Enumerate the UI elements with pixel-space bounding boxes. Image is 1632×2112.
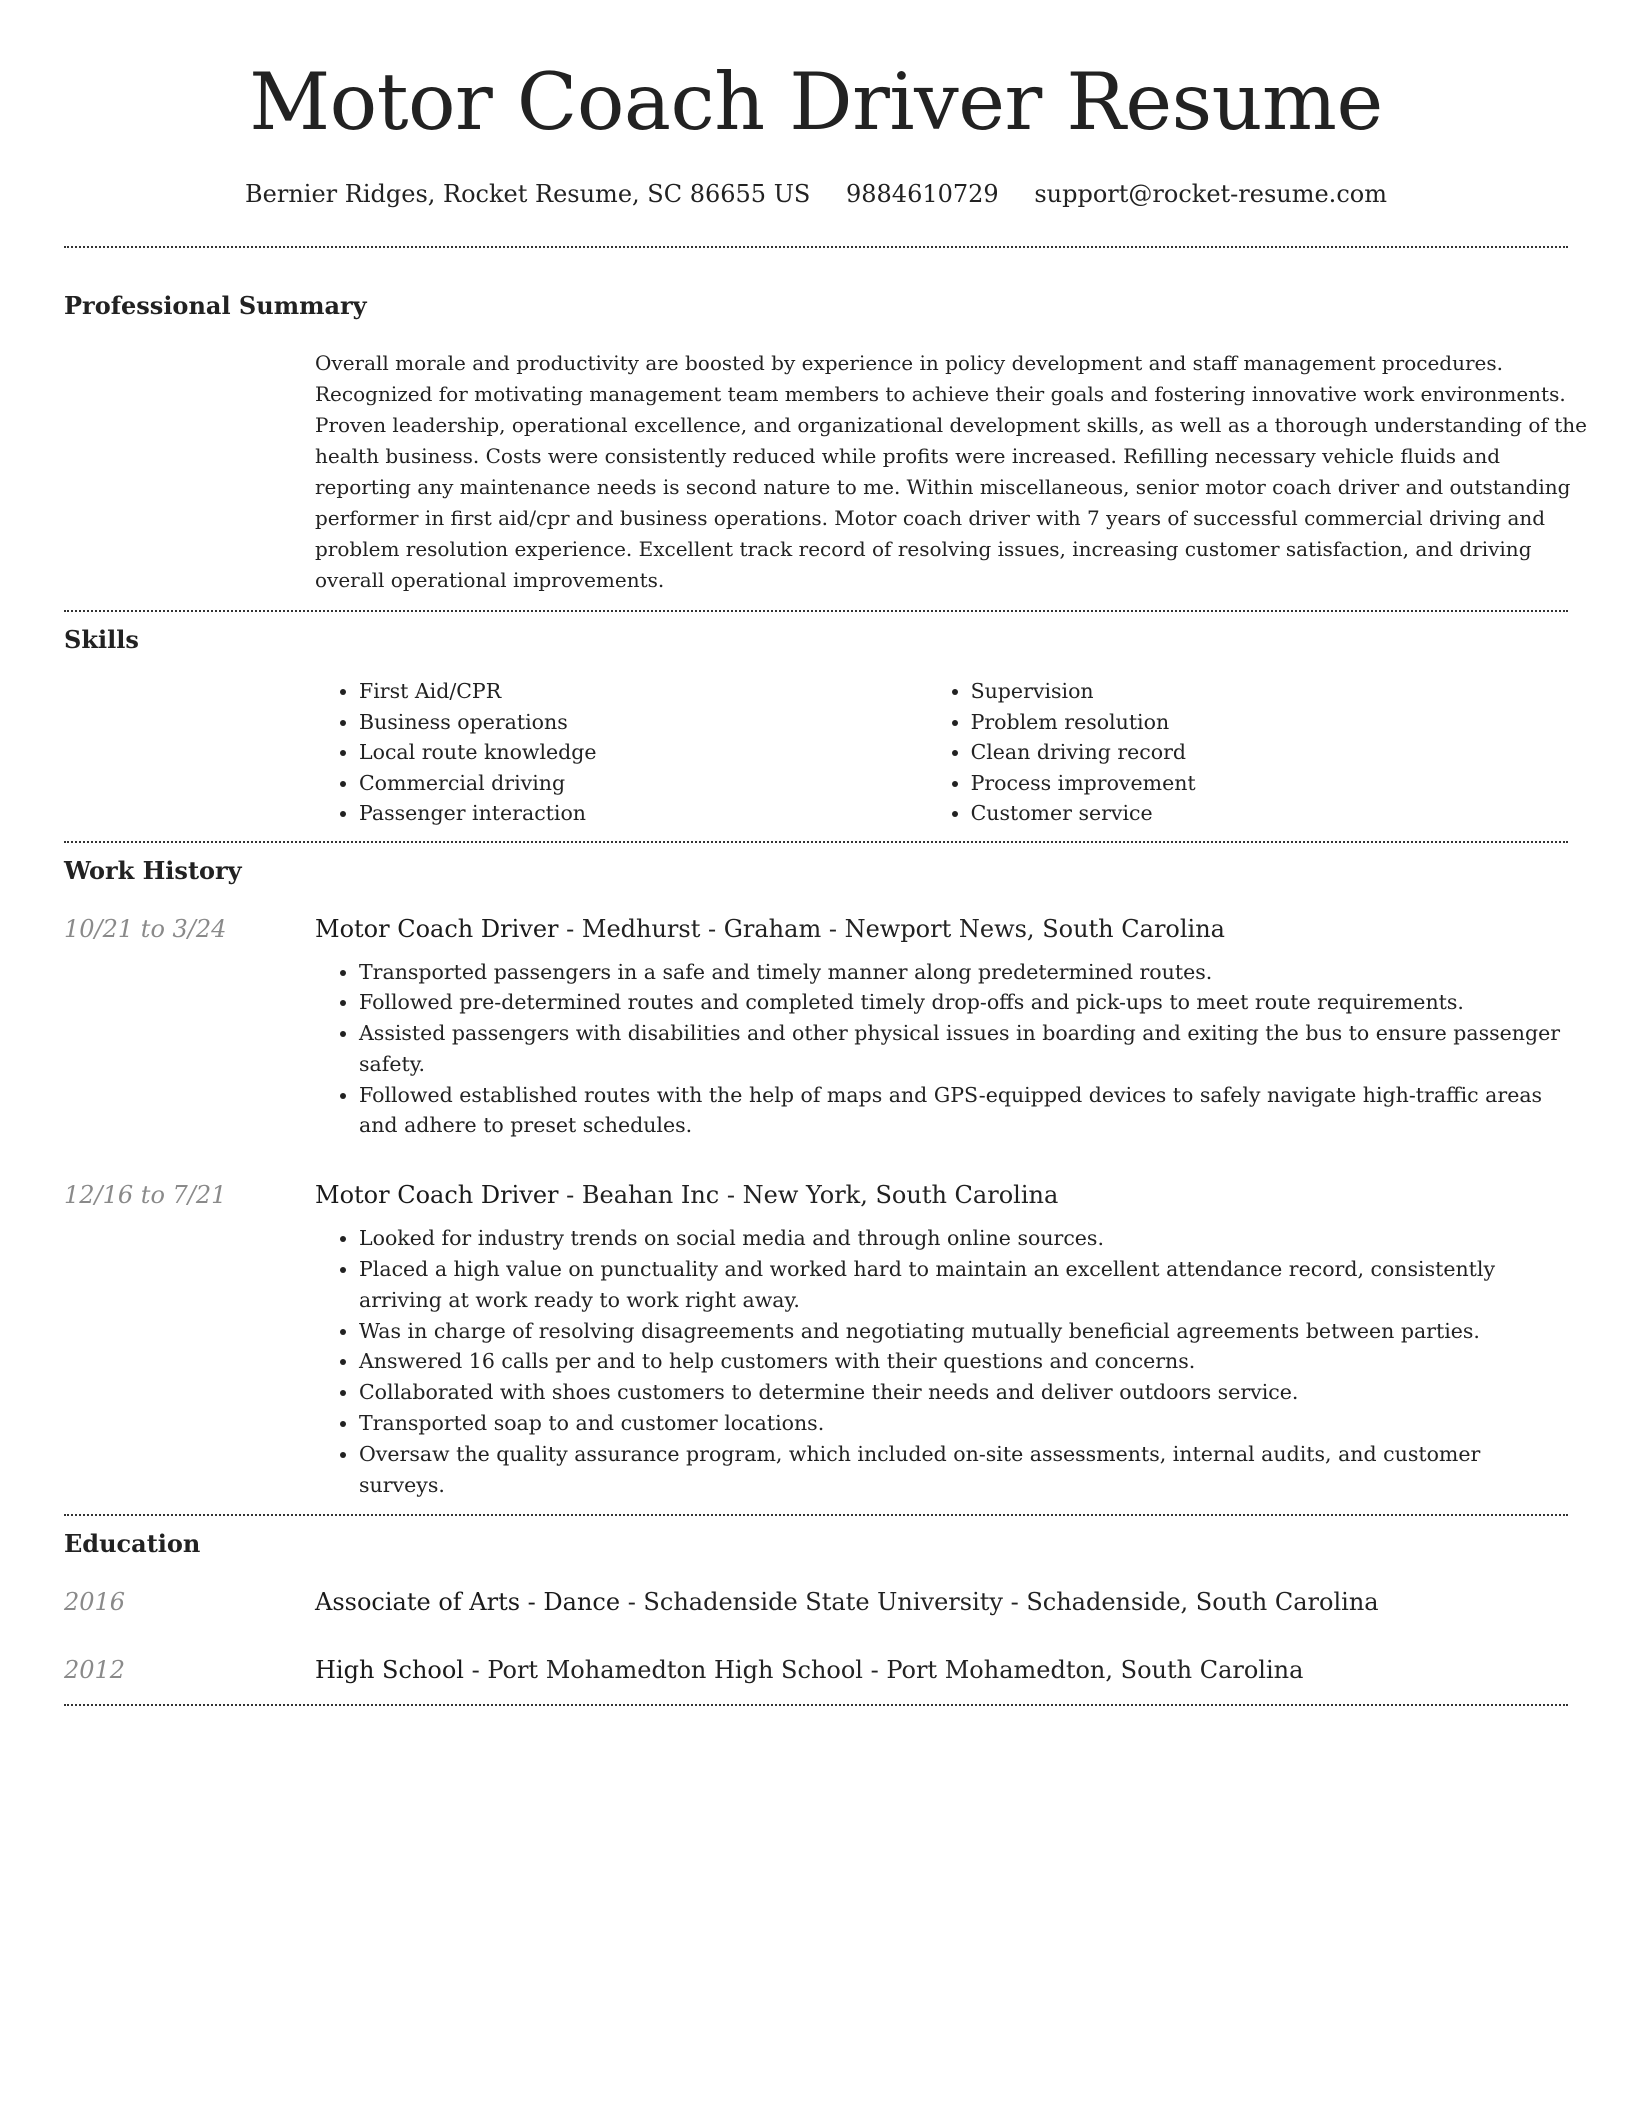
summary-heading: Professional Summary (64, 291, 367, 320)
work-history-heading: Work History (64, 855, 242, 885)
job-role: Motor Coach Driver (315, 914, 559, 943)
job-heading (315, 1177, 1568, 1213)
divider (64, 841, 1568, 843)
job-bullet: • Followed established routes with the help of maps and GPS-equipped devices to safely navigate high-traffic areas and adhere to preset schedules. (359, 1080, 1568, 1142)
education-heading-line (315, 1652, 1303, 1688)
job-bullet: • Placed a high value on punctuality and worked hard to maintain an excellent attendance record, consistently arriving at work ready to work right away. (359, 1254, 1568, 1316)
skill-item: • Problem resolution (971, 707, 1568, 738)
skill-item: • Local route knowledge (359, 737, 927, 768)
job-bullets (315, 957, 1568, 1142)
job-bullet: • Was in charge of resolving disagreements and negotiating mutually beneficial agreements between parties. (359, 1316, 1568, 1347)
education-heading: Education (64, 1529, 201, 1559)
job-dates: 12/16 to 7/21 (64, 1181, 227, 1210)
education-school: - Schadenside State University - Schadenside, South Carolina (620, 1588, 1379, 1617)
education-date: 2012 (64, 1656, 126, 1685)
skill-item: • Passenger interaction (359, 798, 927, 829)
job-entry (64, 1177, 1568, 1500)
skills-column-left (315, 676, 927, 829)
education-degree: Associate of Arts - Dance (315, 1588, 621, 1617)
education-entry (64, 1584, 1568, 1620)
education-school: - Port Mohamedton High School - Port Mohamedton, South Carolina (463, 1656, 1304, 1685)
job-bullet: • Looked for industry trends on social media and through online sources. (359, 1223, 1568, 1254)
divider (64, 246, 1568, 248)
job-bullet: • Assisted passengers with disabilities and other physical issues in boarding and exiting the bus to ensure passenger safety. (359, 1018, 1568, 1080)
job-body (315, 911, 1568, 1142)
skill-item: • Customer service (971, 798, 1568, 829)
job-employer: - Medhurst - Graham - Newport News, South Carolina (558, 914, 1225, 943)
divider (64, 610, 1568, 612)
skills-column-right (927, 676, 1568, 829)
job-bullet: • Oversaw the quality assurance program, which included on-site assessments, internal audits, and customer surveys. (359, 1439, 1568, 1501)
skill-item: • Commercial driving (359, 768, 927, 799)
summary-text: Overall morale and productivity are boosted by experience in policy development and staff management procedures. Recognized for motivating management team members to achieve their goals and fostering innovative work environments. Proven leadership, operational excellence, and organizational development skills, as well as a thorough understanding of the health business. Costs were consistently reduced while profits were increased. Refilling necessary vehicle fluids and reporting any maintenance needs is second nature to me. Within miscellaneous, senior motor coach driver and outstanding performer in first aid/cpr and business operations. Motor coach driver with 7 years of successful commercial driving and problem resolution experience. Excellent track record of resolving issues, increasing customer satisfaction, and driving overall operational improvements. (315, 351, 1587, 592)
spacer (64, 1688, 1568, 1704)
skill-item: • Supervision (971, 676, 1568, 707)
spacer (64, 1500, 1568, 1514)
job-bullet: • Collaborated with shoes customers to determine their needs and deliver outdoors service. (359, 1377, 1568, 1408)
education-heading-line (315, 1584, 1379, 1620)
job-bullet: • Transported passengers in a safe and timely manner along predetermined routes. (359, 957, 1568, 988)
education-entry (64, 1652, 1568, 1688)
contact-line (64, 174, 1568, 214)
skill-item: • Clean driving record (971, 737, 1568, 768)
skill-item: • First Aid/CPR (359, 676, 927, 707)
job-bullet: • Transported soap to and customer locations. (359, 1408, 1568, 1439)
education-date: 2016 (64, 1588, 126, 1617)
contact-email: support@rocket-resume.com (1034, 180, 1387, 208)
skills-heading: Skills (64, 625, 139, 654)
job-body (315, 1177, 1568, 1500)
contact-phone: 9884610729 (846, 180, 999, 208)
job-entry (64, 911, 1568, 1142)
resume-title: Motor Coach Driver Resume (249, 56, 1383, 148)
skill-item: • Process improvement (971, 768, 1568, 799)
job-employer: - Beahan Inc - New York, South Carolina (558, 1181, 1059, 1210)
skills-list (315, 676, 1568, 829)
divider (64, 1514, 1568, 1516)
divider (64, 1704, 1568, 1706)
skill-item: • Business operations (359, 707, 927, 738)
job-dates: 10/21 to 3/24 (64, 914, 227, 943)
job-bullet: • Answered 16 calls per and to help customers with their questions and concerns. (359, 1346, 1568, 1377)
job-bullet: • Followed pre-determined routes and completed timely drop-offs and pick-ups to meet route requirements. (359, 987, 1568, 1018)
job-role: Motor Coach Driver (315, 1181, 559, 1210)
job-bullets (315, 1223, 1568, 1500)
contact-address: Bernier Ridges, Rocket Resume, SC 86655 US (245, 180, 811, 208)
education-degree: High School (315, 1656, 464, 1685)
job-heading (315, 911, 1568, 947)
